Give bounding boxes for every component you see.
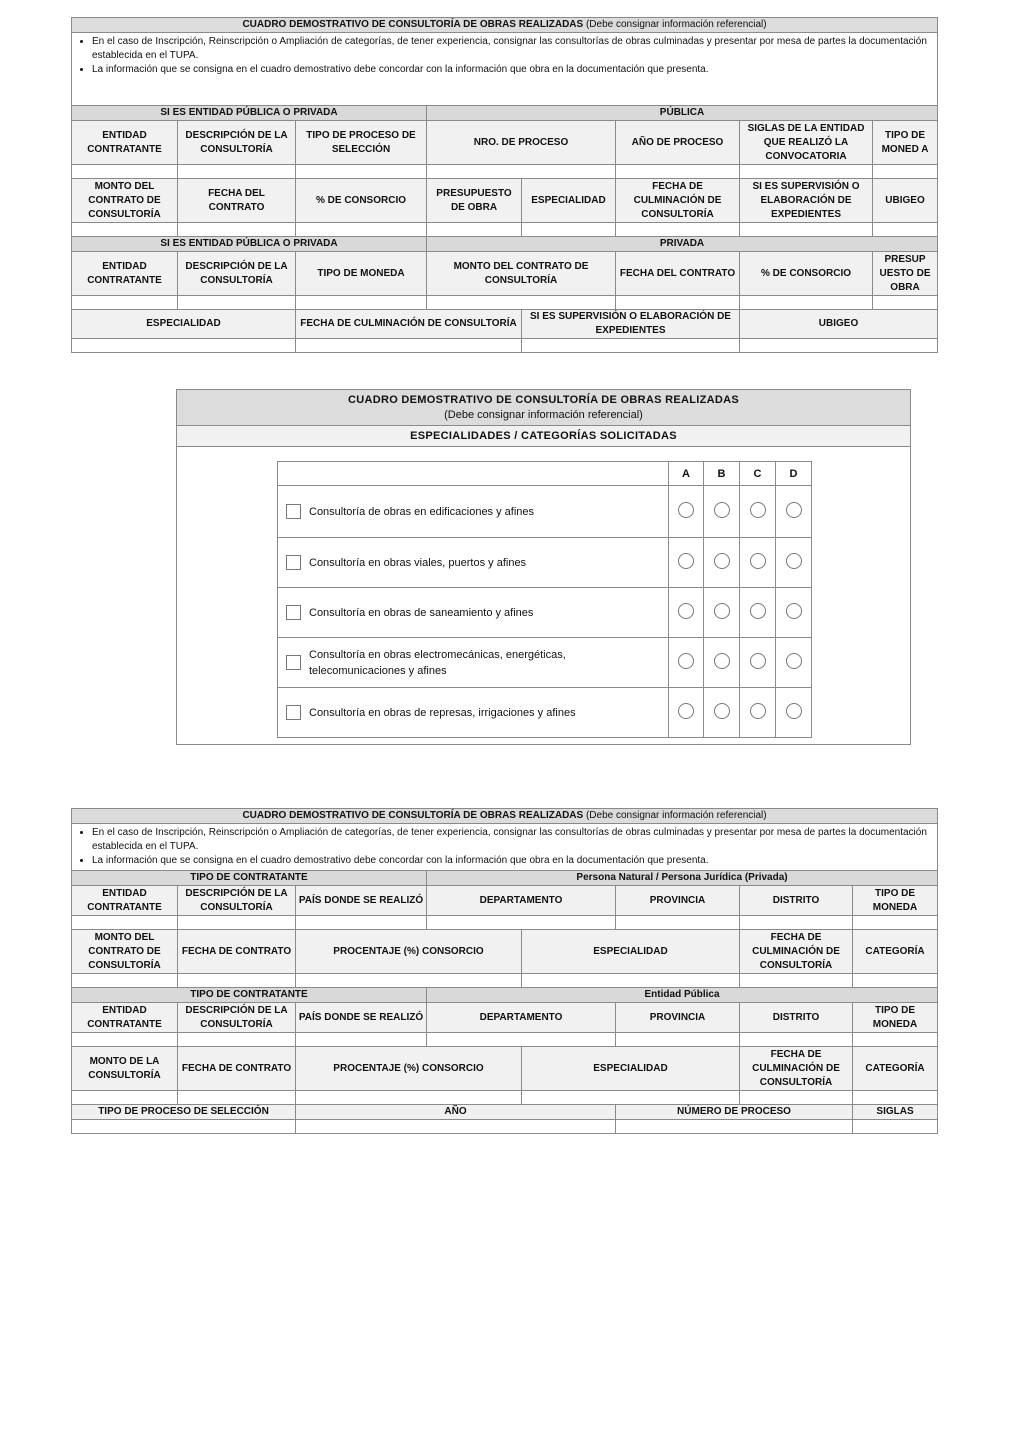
column-header: PRESUP UESTO DE OBRA xyxy=(873,252,938,296)
column-header: FECHA DE CULMINACIÓN DE CONSULTORÍA xyxy=(740,1047,853,1091)
group-header-privada: Persona Natural / Persona Jurídica (Privada) xyxy=(427,871,938,886)
input-cell[interactable] xyxy=(296,1120,616,1134)
column-header: PAÍS DONDE SE REALIZÓ xyxy=(296,1003,427,1033)
column-header: MONTO DEL CONTRATO DE CONSULTORÍA xyxy=(427,252,616,296)
input-cell[interactable] xyxy=(427,1033,616,1047)
instructions xyxy=(72,33,938,106)
input-cell[interactable] xyxy=(740,165,873,179)
specialty-checkbox[interactable] xyxy=(286,655,301,670)
category-radio-a[interactable] xyxy=(678,603,694,619)
column-header: PROVINCIA xyxy=(616,1003,740,1033)
column-header: FECHA DE CULMINACIÓN DE CONSULTORÍA xyxy=(616,179,740,223)
input-cell[interactable] xyxy=(853,1120,938,1134)
specialty-checkbox[interactable] xyxy=(286,605,301,620)
category-radio-d[interactable] xyxy=(786,553,802,569)
input-cell[interactable] xyxy=(72,165,178,179)
input-cell[interactable] xyxy=(616,296,740,310)
column-header: AÑO xyxy=(296,1105,616,1120)
category-radio-c[interactable] xyxy=(750,603,766,619)
input-cell[interactable] xyxy=(616,223,740,237)
specialties-card xyxy=(176,389,911,745)
input-cell[interactable] xyxy=(522,223,616,237)
column-header: PRESUPUESTO DE OBRA xyxy=(427,179,522,223)
column-header: SIGLAS xyxy=(853,1105,938,1120)
column-header: FECHA DE CULMINACIÓN DE CONSULTORÍA xyxy=(296,310,522,339)
category-radio-b[interactable] xyxy=(714,653,730,669)
column-header: NRO. DE PROCESO xyxy=(427,121,616,165)
column-header: SIGLAS DE LA ENTIDAD QUE REALIZÓ LA CONVOCATORIA xyxy=(740,121,873,165)
instruction-item: • La información que se consigna en el cuadro demostrativo debe concordar con la información que obra en la documentación que presenta. xyxy=(92,63,931,77)
card-section-header: ESPECIALIDADES / CATEGORÍAS SOLICITADAS xyxy=(177,426,910,447)
category-header-d: D xyxy=(776,462,812,486)
category-header-b: B xyxy=(704,462,740,486)
specialty-label-cell xyxy=(278,688,669,738)
group-header-entity: SI ES ENTIDAD PÚBLICA O PRIVADA xyxy=(72,237,427,252)
category-radio-c[interactable] xyxy=(750,653,766,669)
category-header-a: A xyxy=(669,462,704,486)
specialty-label: Consultoría de obras en edificaciones y afines xyxy=(309,505,535,518)
column-header: ESPECIALIDAD xyxy=(72,310,296,339)
column-header: ENTIDAD CONTRATANTE xyxy=(72,886,178,916)
column-header: TIPO DE MONEDA xyxy=(853,1003,938,1033)
column-header: DESCRIPCIÓN DE LA CONSULTORÍA xyxy=(178,252,296,296)
category-cell xyxy=(704,588,740,638)
input-cell[interactable] xyxy=(522,974,740,988)
specialty-header-blank xyxy=(278,462,669,486)
input-cell[interactable] xyxy=(178,223,296,237)
input-cell[interactable] xyxy=(853,974,938,988)
card-subtitle-text: (Debe consignar información referencial) xyxy=(444,409,643,421)
input-cell[interactable] xyxy=(178,165,296,179)
column-header: UBIGEO xyxy=(873,179,938,223)
input-cell[interactable] xyxy=(178,1033,296,1047)
input-cell[interactable] xyxy=(296,165,427,179)
category-cell xyxy=(704,638,740,688)
category-cell xyxy=(740,688,776,738)
column-header: PROCENTAJE (%) CONSORCIO xyxy=(296,1047,522,1091)
column-header: DISTRITO xyxy=(740,886,853,916)
column-header: DEPARTAMENTO xyxy=(427,1003,616,1033)
input-cell[interactable] xyxy=(616,165,740,179)
input-cell[interactable] xyxy=(72,223,178,237)
category-radio-c[interactable] xyxy=(750,553,766,569)
column-header: MONTO DE LA CONSULTORÍA xyxy=(72,1047,178,1091)
category-radio-d[interactable] xyxy=(786,703,802,719)
input-cell[interactable] xyxy=(427,223,522,237)
group-header-entity: SI ES ENTIDAD PÚBLICA O PRIVADA xyxy=(72,106,427,121)
column-header: ESPECIALIDAD xyxy=(522,930,740,974)
column-header: MONTO DEL CONTRATO DE CONSULTORÍA xyxy=(72,179,178,223)
column-header: AÑO DE PROCESO xyxy=(616,121,740,165)
input-cell[interactable] xyxy=(616,1033,740,1047)
category-cell xyxy=(669,538,704,588)
column-header: DESCRIPCIÓN DE LA CONSULTORÍA xyxy=(178,1003,296,1033)
input-cell[interactable] xyxy=(427,296,616,310)
column-header: DESCRIPCIÓN DE LA CONSULTORÍA xyxy=(178,121,296,165)
instruction-item: • La información que se consigna en el cuadro demostrativo debe concordar con la información que obra en la documentación que presenta. xyxy=(92,854,931,868)
specialty-row xyxy=(278,538,812,588)
table-title xyxy=(72,18,938,33)
column-header: PROCENTAJE (%) CONSORCIO xyxy=(296,930,522,974)
category-cell xyxy=(669,588,704,638)
category-radio-d[interactable] xyxy=(786,653,802,669)
category-radio-d[interactable] xyxy=(786,502,802,518)
input-cell[interactable] xyxy=(72,916,178,930)
category-cell xyxy=(740,538,776,588)
input-cell[interactable] xyxy=(427,165,616,179)
input-cell[interactable] xyxy=(740,339,938,353)
table-title xyxy=(72,809,938,824)
input-cell[interactable] xyxy=(72,1033,178,1047)
category-header-c: C xyxy=(740,462,776,486)
specialty-label-cell xyxy=(278,638,669,688)
input-cell[interactable] xyxy=(853,916,938,930)
column-header: ENTIDAD CONTRATANTE xyxy=(72,121,178,165)
column-header: DISTRITO xyxy=(740,1003,853,1033)
input-cell[interactable] xyxy=(740,1091,853,1105)
category-cell xyxy=(704,538,740,588)
category-cell xyxy=(669,486,704,538)
group-header-privada: PRIVADA xyxy=(427,237,938,252)
input-cell[interactable] xyxy=(296,974,522,988)
input-cell[interactable] xyxy=(740,1033,853,1047)
specialty-label-cell xyxy=(278,538,669,588)
category-cell xyxy=(740,588,776,638)
input-cell[interactable] xyxy=(740,223,873,237)
column-header: SI ES SUPERVISIÓN O ELABORACIÓN DE EXPEDIENTES xyxy=(740,179,873,223)
specialty-label: Consultoría en obras de saneamiento y afines xyxy=(309,606,534,619)
input-cell[interactable] xyxy=(296,296,427,310)
group-header-publica: Entidad Pública xyxy=(427,988,938,1003)
column-header: NÚMERO DE PROCESO xyxy=(616,1105,853,1120)
column-header: FECHA DEL CONTRATO xyxy=(616,252,740,296)
card-title xyxy=(177,390,910,426)
specialty-label: Consultoría en obras de represas, irrigaciones y afines xyxy=(309,706,576,719)
consultoria-table-1 xyxy=(71,17,938,353)
category-cell xyxy=(704,688,740,738)
input-cell[interactable] xyxy=(616,916,740,930)
input-cell[interactable] xyxy=(72,1120,296,1134)
category-radio-a[interactable] xyxy=(678,553,694,569)
column-header: FECHA DEL CONTRATO xyxy=(178,179,296,223)
column-header: TIPO DE PROCESO DE SELECCIÓN xyxy=(72,1105,296,1120)
column-header: SI ES SUPERVISIÓN O ELABORACIÓN DE EXPEDIENTES xyxy=(522,310,740,339)
column-header: ENTIDAD CONTRATANTE xyxy=(72,252,178,296)
column-header: MONTO DEL CONTRATO DE CONSULTORÍA xyxy=(72,930,178,974)
instruction-item: • En el caso de Inscripción, Reinscripción o Ampliación de categorías, de tener experiencia, consignar las consultorías de obras culminadas y presentar por mesa de partes la documentación establecida en el TUPA. xyxy=(92,35,931,63)
input-cell[interactable] xyxy=(853,1033,938,1047)
input-cell[interactable] xyxy=(853,1091,938,1105)
input-cell[interactable] xyxy=(72,1091,178,1105)
category-cell xyxy=(776,538,812,588)
title-subtitle: (Debe consignar información referencial) xyxy=(585,19,767,30)
category-radio-b[interactable] xyxy=(714,502,730,518)
input-cell[interactable] xyxy=(740,916,853,930)
column-header: ESPECIALIDAD xyxy=(522,179,616,223)
input-cell[interactable] xyxy=(178,296,296,310)
input-cell[interactable] xyxy=(178,1091,296,1105)
input-cell[interactable] xyxy=(427,916,616,930)
column-header: % DE CONSORCIO xyxy=(740,252,873,296)
column-header: ESPECIALIDAD xyxy=(522,1047,740,1091)
specialties-table xyxy=(277,461,812,738)
category-radio-c[interactable] xyxy=(750,703,766,719)
category-radio-b[interactable] xyxy=(714,553,730,569)
input-cell[interactable] xyxy=(296,916,427,930)
column-header: DESCRIPCIÓN DE LA CONSULTORÍA xyxy=(178,886,296,916)
column-header: % DE CONSORCIO xyxy=(296,179,427,223)
input-cell[interactable] xyxy=(740,296,873,310)
column-header: UBIGEO xyxy=(740,310,938,339)
column-header: DEPARTAMENTO xyxy=(427,886,616,916)
category-cell xyxy=(740,486,776,538)
category-radio-b[interactable] xyxy=(714,703,730,719)
specialty-label-cell xyxy=(278,588,669,638)
input-cell[interactable] xyxy=(296,223,427,237)
specialty-row xyxy=(278,486,812,538)
category-cell xyxy=(776,638,812,688)
group-header-tipo: TIPO DE CONTRATANTE xyxy=(72,988,427,1003)
specialty-checkbox[interactable] xyxy=(286,504,301,519)
specialty-label-cell xyxy=(278,486,669,538)
column-header: TIPO DE MONED A xyxy=(873,121,938,165)
column-header: FECHA DE CONTRATO xyxy=(178,1047,296,1091)
input-cell[interactable] xyxy=(296,1033,427,1047)
specialty-label: Consultoría en obras electromecánicas, energéticas, telecomunicaciones y afines xyxy=(309,648,566,677)
category-radio-a[interactable] xyxy=(678,703,694,719)
card-title-text: CUADRO DEMOSTRATIVO DE CONSULTORÍA DE OBRAS REALIZADAS xyxy=(347,394,740,406)
input-cell[interactable] xyxy=(740,974,853,988)
category-radio-b[interactable] xyxy=(714,603,730,619)
category-cell xyxy=(740,638,776,688)
input-cell[interactable] xyxy=(296,1091,522,1105)
specialty-row xyxy=(278,638,812,688)
column-header: CATEGORÍA xyxy=(853,1047,938,1091)
category-radio-a[interactable] xyxy=(678,502,694,518)
category-cell xyxy=(704,486,740,538)
category-cell xyxy=(776,588,812,638)
category-cell xyxy=(669,638,704,688)
input-cell[interactable] xyxy=(873,165,938,179)
category-cell xyxy=(669,688,704,738)
specialty-row xyxy=(278,688,812,738)
consultoria-table-2 xyxy=(71,808,938,1134)
title-subtitle: (Debe consignar información referencial) xyxy=(585,810,767,821)
column-header: FECHA DE CONTRATO xyxy=(178,930,296,974)
title-bold: CUADRO DEMOSTRATIVO DE CONSULTORÍA DE OBRAS REALIZADAS xyxy=(242,19,584,30)
specialty-checkbox[interactable] xyxy=(286,555,301,570)
input-cell[interactable] xyxy=(72,974,178,988)
input-cell[interactable] xyxy=(522,1091,740,1105)
column-header: CATEGORÍA xyxy=(853,930,938,974)
input-cell[interactable] xyxy=(616,1120,853,1134)
column-header: ENTIDAD CONTRATANTE xyxy=(72,1003,178,1033)
input-cell[interactable] xyxy=(178,916,296,930)
column-header: FECHA DE CULMINACIÓN DE CONSULTORÍA xyxy=(740,930,853,974)
category-radio-c[interactable] xyxy=(750,502,766,518)
group-header-publica: PÚBLICA xyxy=(427,106,938,121)
column-header: TIPO DE MONEDA xyxy=(296,252,427,296)
title-bold: CUADRO DEMOSTRATIVO DE CONSULTORÍA DE OBRAS REALIZADAS xyxy=(242,810,584,821)
column-header: PROVINCIA xyxy=(616,886,740,916)
instructions xyxy=(72,824,938,871)
column-header: TIPO DE MONEDA xyxy=(853,886,938,916)
specialty-label: Consultoría en obras viales, puertos y afines xyxy=(309,556,527,569)
specialty-row xyxy=(278,588,812,638)
category-cell xyxy=(776,688,812,738)
input-cell[interactable] xyxy=(873,296,938,310)
input-cell[interactable] xyxy=(72,339,296,353)
specialty-checkbox[interactable] xyxy=(286,705,301,720)
category-radio-d[interactable] xyxy=(786,603,802,619)
input-cell[interactable] xyxy=(873,223,938,237)
column-header: PAÍS DONDE SE REALIZÓ xyxy=(296,886,427,916)
column-header: TIPO DE PROCESO DE SELECCIÓN xyxy=(296,121,427,165)
input-cell[interactable] xyxy=(522,339,740,353)
category-cell xyxy=(776,486,812,538)
category-radio-a[interactable] xyxy=(678,653,694,669)
input-cell[interactable] xyxy=(296,339,522,353)
input-cell[interactable] xyxy=(178,974,296,988)
input-cell[interactable] xyxy=(72,296,178,310)
group-header-tipo: TIPO DE CONTRATANTE xyxy=(72,871,427,886)
instruction-item: • En el caso de Inscripción, Reinscripción o Ampliación de categorías, de tener experiencia, consignar las consultorías de obras culminadas y presentar por mesa de partes la documentación establecida en el TUPA. xyxy=(92,826,931,854)
